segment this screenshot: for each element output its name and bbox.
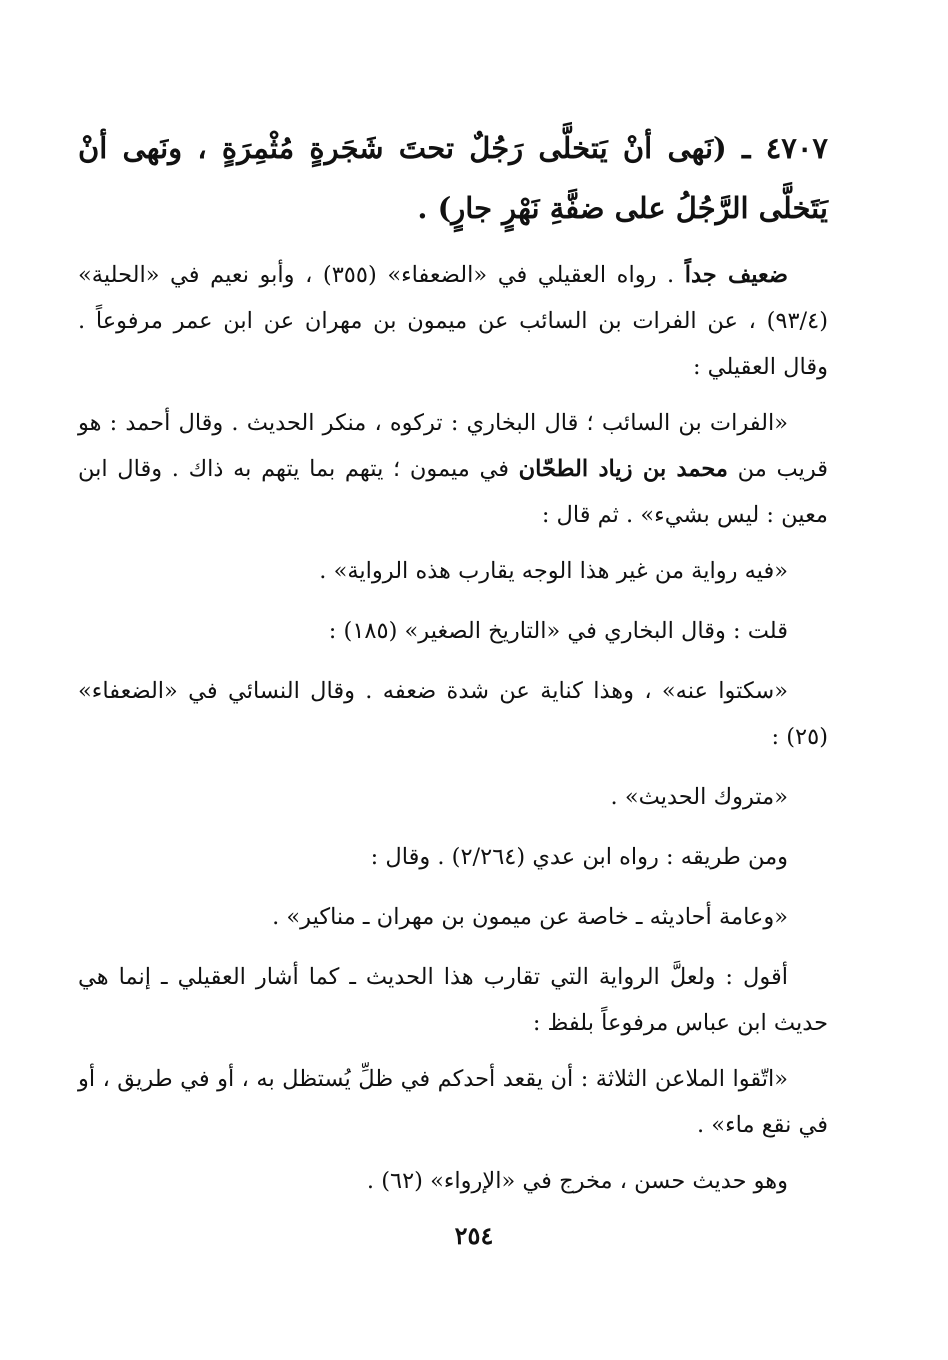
grading-paragraph bbox=[78, 252, 828, 390]
grading-label: ضعيف جداً bbox=[684, 262, 788, 288]
ittaqu-paragraph: «اتّقوا الملاعن الثلاثة : أن يقعد أحدكم في ظلِّ يُستظل به ، أو في طريق ، أو في نقع ماء» . bbox=[78, 1066, 828, 1138]
hasan-line: وهو حديث حسن ، مخرج في «الإرواء» (٦٢) . bbox=[366, 1168, 788, 1194]
uqayli-quote bbox=[78, 400, 828, 538]
page-body bbox=[78, 118, 828, 1218]
hadith-text: ـ (نَهى أنْ يَتخلَّى رَجُلٌ تحتَ شَجَرةٍ مُثْمِرَةٍ ، ونَهى أنْ يَتَخلَّى الرَّجُلُ على ضفَّةِ نَهْرٍ جارٍ) . bbox=[78, 131, 828, 225]
uqayli-quote-before: «الفرات بن السائب ؛ قال البخاري : تركوه ، منكر الحديث . وقال أحمد : هو قريب من bbox=[78, 410, 828, 482]
riwaya-line: «فيه رواية من غير هذا الوجه يقارب هذه الرواية» . bbox=[319, 558, 788, 584]
ibn-adi-line: ومن طريقه : رواه ابن عدي (٢/٢٦٤) . وقال : bbox=[370, 844, 788, 870]
matruk-line: «متروك الحديث» . bbox=[610, 784, 788, 810]
aqul-paragraph: أقول : ولعلَّ الرواية التي تقارب هذا الحديث ـ كما أشار العقيلي ـ إنما هي حديث ابن عباس مرفوعاً بلفظ : bbox=[78, 964, 828, 1036]
page-number: ٢٥٤ bbox=[454, 1221, 494, 1250]
uqayli-quote-after: في ميمون ؛ يتهم بما يتهم به ذاك . وقال ابن معين : ليس بشيء» . ثم قال : bbox=[78, 456, 828, 528]
hadith-number: ٤٧٠٧ bbox=[765, 131, 828, 165]
manakir-line: «وعامة أحاديثه ـ خاصة عن ميمون بن مهران ـ مناكير» . bbox=[272, 904, 788, 930]
grading-text: . رواه العقيلي في «الضعفاء» (٣٥٥) ، وأبو نعيم في «الحلية» (٩٣/٤) ، عن الفرات بن السائب عن ميمون بن مهران عن ابن عمر مرفوعاً . وقال العقيلي : bbox=[78, 262, 828, 380]
nasai-paragraph: «سكتوا عنه» ، وهذا كناية عن شدة ضعفه . وقال النسائي في «الضعفاء» (٢٥) : bbox=[78, 678, 828, 750]
narrator-name: محمد بن زياد الطحّان bbox=[518, 456, 728, 482]
hadith-heading bbox=[78, 118, 828, 238]
bukhari-line: قلت : وقال البخاري في «التاريخ الصغير» (١٨٥) : bbox=[328, 618, 788, 644]
